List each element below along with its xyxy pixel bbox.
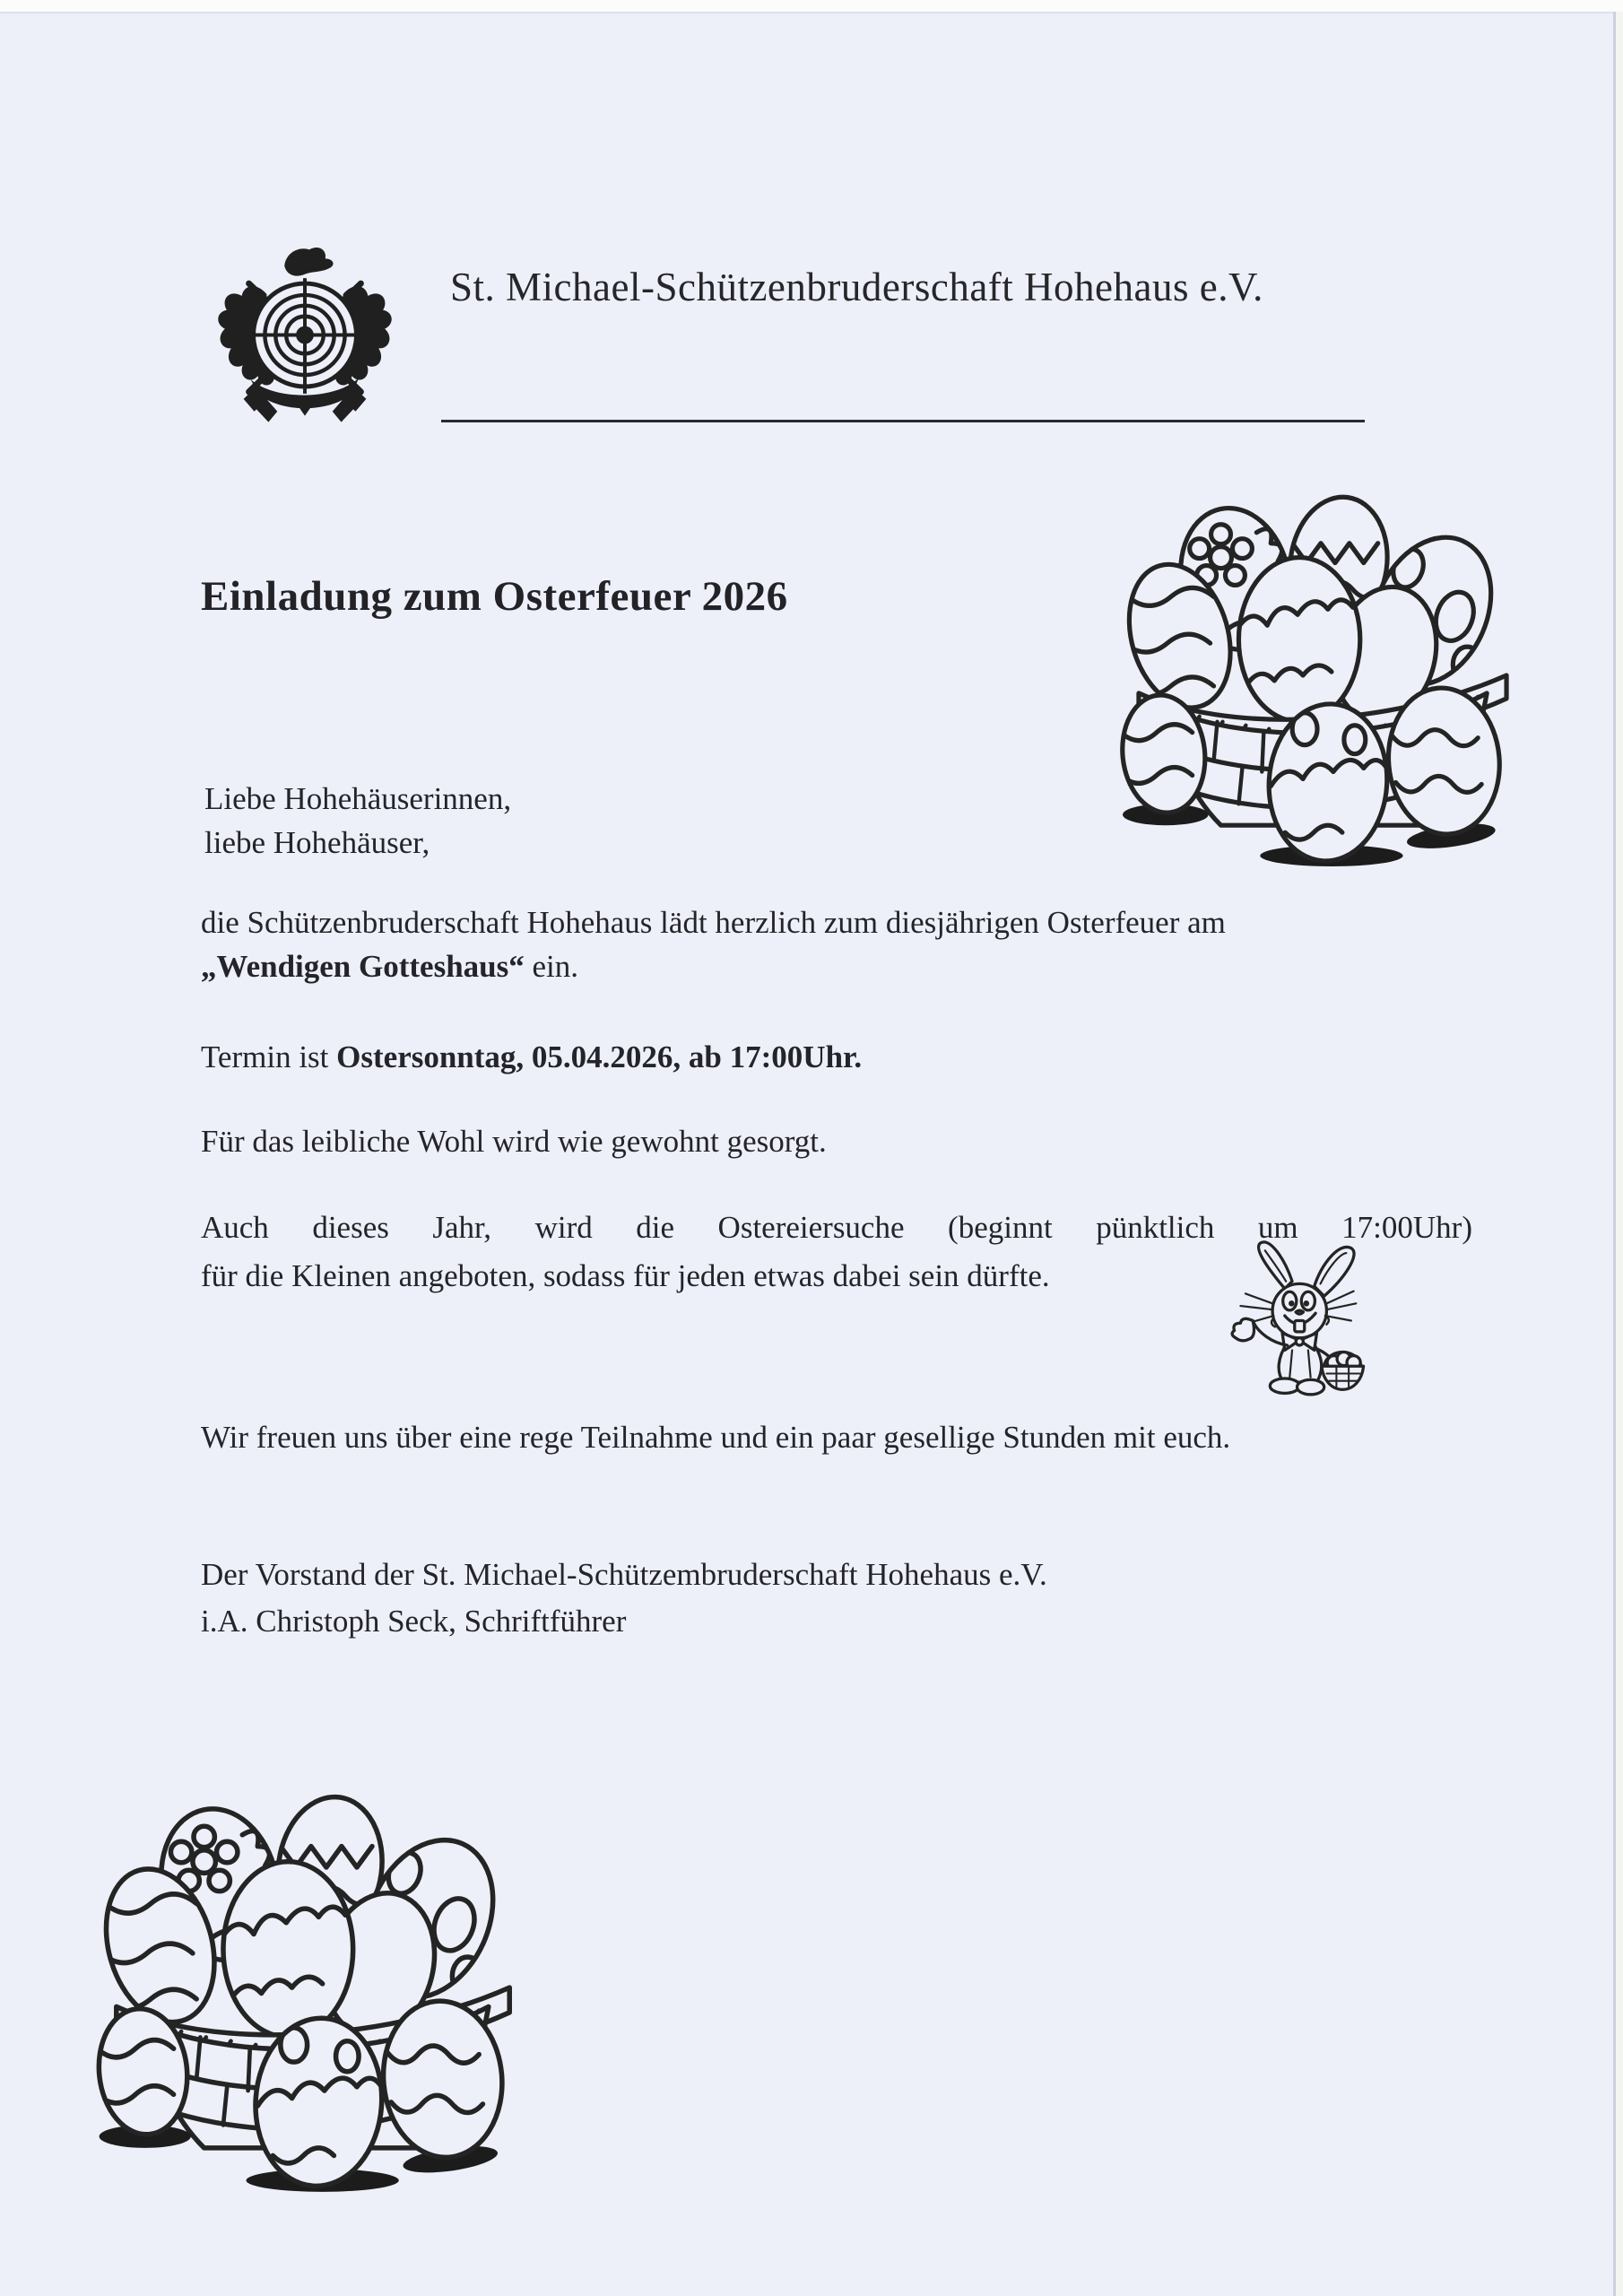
paragraph-wohl: Für das leibliche Wohl wird wie gewohnt gesorgt. — [201, 1124, 827, 1159]
signature-line-1: Der Vorstand der St. Michael-Schützembruderschaft Hohehaus e.V. — [201, 1557, 1047, 1592]
shooting-club-crest-icon — [212, 240, 398, 432]
header-rule — [441, 420, 1365, 422]
page-title: Einladung zum Osterfeuer 2026 — [201, 573, 788, 620]
scanner-right-strip — [1616, 12, 1623, 2296]
paragraph-teilnahme: Wir freuen uns über eine rege Teilnahme und ein paar gesellige Stunden mit euch. — [201, 1420, 1231, 1455]
eiersuche-line-1: Auch dieses Jahr, wird die Ostereiersuche (beginnt pünktlich um 17:00Uhr) — [201, 1210, 1472, 1245]
invitation-line-1: die Schützenbruderschaft Hohehaus lädt herzlich zum diesjährigen Osterfeuer am — [201, 905, 1226, 940]
paper-right-edge — [1613, 12, 1616, 2296]
easter-bunny-illustration — [1216, 1239, 1388, 1412]
greeting-line-1: Liebe Hohehäuserinnen, — [204, 781, 512, 816]
easter-egg-basket-illustration-top — [1117, 479, 1528, 868]
invitation-venue: „Wendigen Gotteshaus“ — [201, 949, 525, 984]
eiersuche-line-2: für die Kleinen angeboten, sodass für jeden etwas dabei sein dürfte. — [201, 1258, 1050, 1293]
paragraph-termin — [201, 1035, 862, 1079]
signature-line-2: i.A. Christoph Seck, Schriftführer — [201, 1604, 627, 1639]
greeting-line-2: liebe Hohehäuser, — [204, 825, 430, 860]
signature-block — [201, 1552, 1047, 1645]
invitation-tail: ein. — [524, 949, 579, 984]
termin-prefix: Termin ist — [201, 1039, 337, 1074]
paragraph-invitation — [201, 900, 1483, 988]
org-name: St. Michael-Schützenbruderschaft Hohehaus e.V. — [450, 265, 1263, 309]
termin-date: Ostersonntag, 05.04.2026, ab 17:00Uhr. — [336, 1039, 863, 1074]
scanner-top-strip — [0, 0, 1623, 13]
greeting — [204, 777, 511, 865]
easter-egg-basket-illustration-bottom — [93, 1778, 533, 2194]
